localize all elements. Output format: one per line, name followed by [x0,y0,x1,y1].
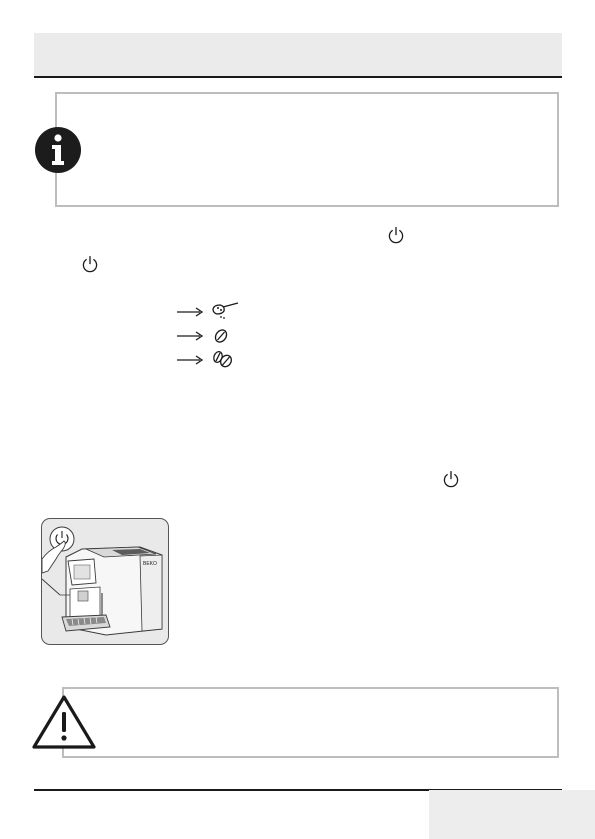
info-note-box [55,92,559,207]
power-icon [81,255,99,273]
single-bean-row [176,327,256,345]
coffee-machine-drawing [42,519,169,645]
power-icon [442,470,460,488]
right-arrow-icon [177,308,202,316]
ground-coffee-scoop-icon [213,303,238,319]
power-icon [387,226,405,244]
machine-brand-label: BEKO [143,561,157,567]
right-arrow-icon [177,356,202,364]
info-icon [34,126,82,174]
warning-note-box [62,687,559,758]
double-coffee-bean-icon [212,350,233,368]
warning-triangle-icon [32,694,96,750]
page-number-box [429,790,595,839]
ground-coffee-row [176,302,256,320]
coffee-machine-illustration [41,518,169,645]
header-rule [34,76,562,78]
single-coffee-bean-icon [213,328,229,344]
double-bean-row [176,350,256,368]
right-arrow-icon [177,332,202,340]
page-header-bar [34,33,562,77]
